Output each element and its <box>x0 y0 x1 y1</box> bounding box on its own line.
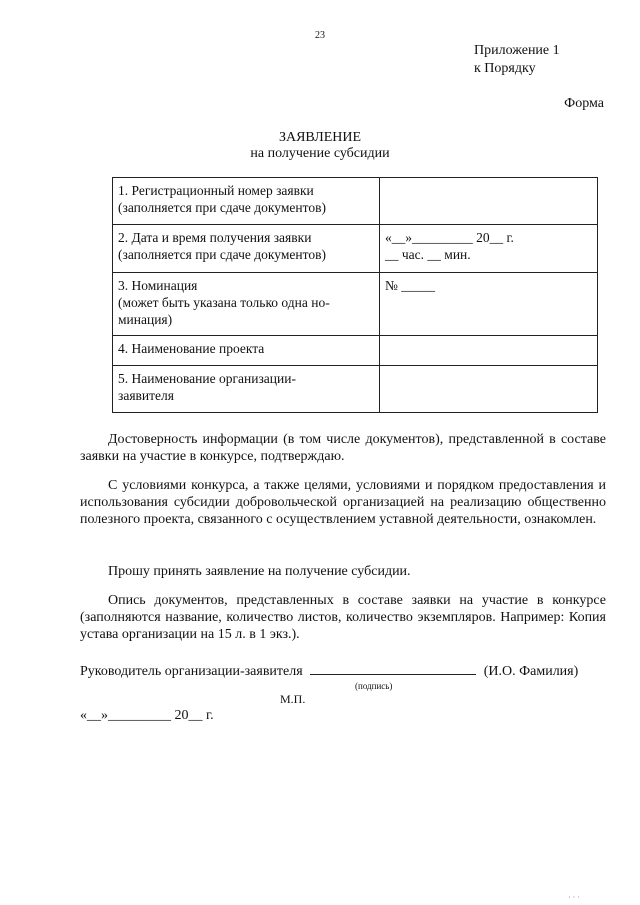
form-label: Форма <box>564 96 604 111</box>
row-label <box>113 336 380 366</box>
registration-number-field[interactable] <box>380 178 598 225</box>
appendix-reference <box>474 42 560 78</box>
paragraph-reliability: Достоверность информации (в том числе документов), представленной в составе заявки на участие в конкурсе, подтверждаю. <box>80 432 606 464</box>
label-line: 5. Наименование организации- <box>118 371 296 386</box>
signature-block <box>80 662 578 680</box>
signature-line[interactable] <box>310 662 476 675</box>
page-number: 23 <box>315 30 325 41</box>
value-line: № _____ <box>385 278 436 293</box>
label-line: 4. Наименование проекта <box>118 341 265 356</box>
signer-label: Руководитель организации-заявителя <box>80 664 303 679</box>
organization-name-field[interactable] <box>380 366 598 413</box>
table-row <box>113 366 598 413</box>
corner-mark: · · · <box>568 893 580 902</box>
application-table <box>112 177 598 413</box>
table-row <box>113 225 598 273</box>
label-line: (заполняется при сдаче документов) <box>118 200 326 215</box>
row-label <box>113 225 380 273</box>
label-line: (может быть указана только одна но- <box>118 295 330 310</box>
date-line: «__»_________ 20__ г. <box>80 708 214 723</box>
label-line: заявителя <box>118 388 174 403</box>
title-subtitle: на получение субсидии <box>250 146 390 161</box>
received-datetime-field[interactable] <box>380 225 598 273</box>
signer-name-placeholder: (И.О. Фамилия) <box>483 664 579 679</box>
table-row <box>113 178 598 225</box>
table-row <box>113 273 598 336</box>
value-line: «__»_________ 20__ г. <box>385 230 514 245</box>
label-line: 3. Номинация <box>118 278 198 293</box>
label-line: 1. Регистрационный номер заявки <box>118 183 314 198</box>
paragraph-inventory: Опись документов, представленных в составе заявки на участие в конкурсе (заполняются название, количество листов, количество экземпляров. Например: Копия устава организации на 15 л. в 1 экз.). <box>80 593 606 642</box>
table-row <box>113 336 598 366</box>
paragraph-request: Прошу принять заявление на получение субсидии. <box>108 564 411 579</box>
row-label <box>113 273 380 336</box>
appendix-line: Приложение 1 <box>474 43 560 58</box>
nomination-field[interactable] <box>380 273 598 336</box>
label-line: минация) <box>118 312 173 327</box>
row-label <box>113 178 380 225</box>
paragraph-conditions: С условиями конкурса, а также целями, условиями и порядком предоставления и использования субсидии добровольческой организацией на реализацию общественно полезного проекта, связанного с осуществлением уставной деятельности, ознакомлен. <box>80 478 606 527</box>
signature-caption: (подпись) <box>355 681 393 691</box>
row-label <box>113 366 380 413</box>
value-line: __ час. __ мин. <box>385 247 471 262</box>
document-title <box>0 130 640 162</box>
label-line: 2. Дата и время получения заявки <box>118 230 312 245</box>
title-main: ЗАЯВЛЕНИЕ <box>278 130 362 145</box>
stamp-placeholder: М.П. <box>280 692 306 706</box>
appendix-line: к Порядку <box>474 61 536 76</box>
label-line: (заполняется при сдаче документов) <box>118 247 326 262</box>
project-name-field[interactable] <box>380 336 598 366</box>
